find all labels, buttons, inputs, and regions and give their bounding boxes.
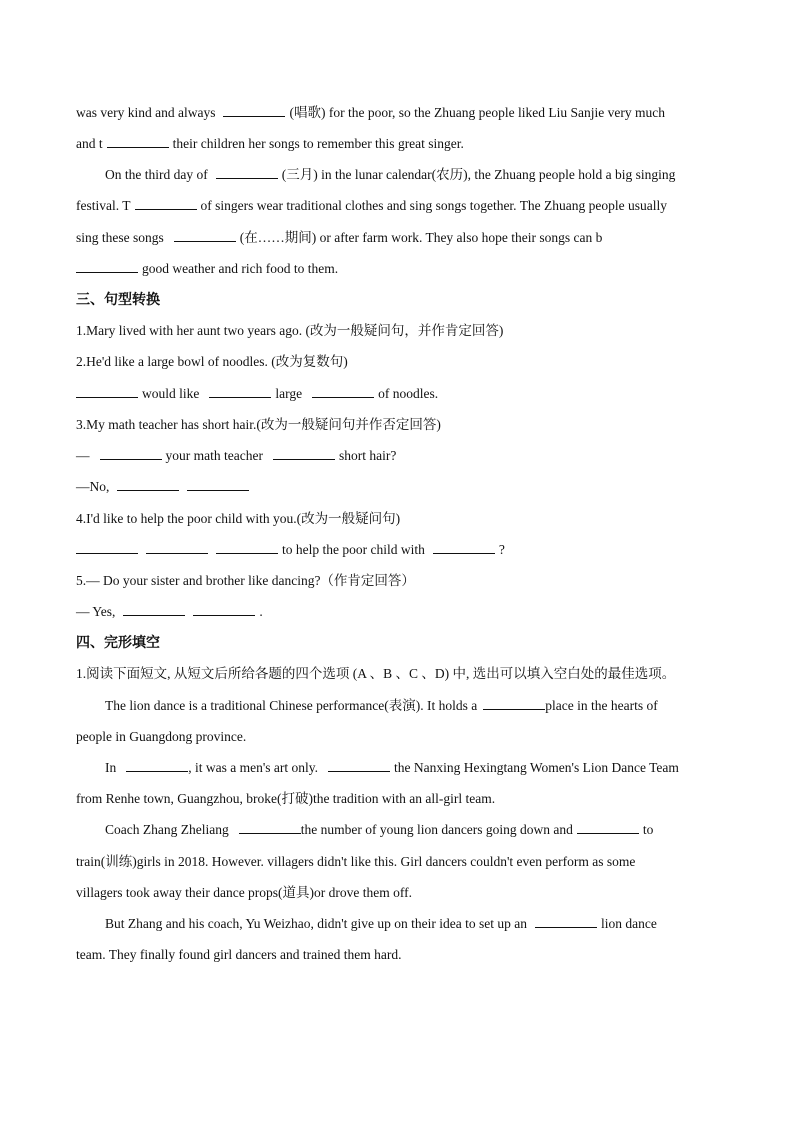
answer-line <box>76 603 263 621</box>
answer-blank[interactable] <box>209 385 271 398</box>
text: ? <box>498 542 505 557</box>
passage-line <box>76 260 338 278</box>
answer-blank[interactable] <box>174 229 236 242</box>
answer-blank[interactable] <box>76 260 138 273</box>
passage-line <box>105 915 657 933</box>
answer-blank[interactable] <box>76 541 138 554</box>
text: (在……期间) or after farm work. They also hope their songs can b <box>239 230 603 245</box>
question-2: 2.He'd like a large bowl of noodles. (改为复数句) <box>76 354 348 369</box>
passage-line <box>105 697 658 715</box>
passage-line <box>105 166 675 184</box>
text: short hair? <box>338 448 397 463</box>
text: to help the poor child with <box>282 542 425 557</box>
passage-line <box>76 229 602 247</box>
section-heading: 四、完形填空 <box>76 635 160 651</box>
text: large <box>275 386 303 401</box>
passage-line: team. They finally found girl dancers and trained them hard. <box>76 947 402 962</box>
text: good weather and rich food to them. <box>142 261 339 276</box>
answer-line <box>76 478 253 496</box>
text: . <box>259 604 263 619</box>
text: the Nanxing Hexingtang Women's Lion Dance Team <box>394 760 679 775</box>
text: (三月) in the lunar calendar(农历), the Zhuang people hold a big singing <box>281 167 676 182</box>
answer-blank[interactable] <box>146 541 208 554</box>
passage-line: from Renhe town, Guangzhou, broke(打破)the tradition with an all-girl team. <box>76 791 496 806</box>
text: — Yes, <box>76 604 116 619</box>
text: — <box>76 448 90 463</box>
text: of noodles. <box>378 386 439 401</box>
instructions: 1.阅读下面短文, 从短文后所给各题的四个选项 (A 、B 、C 、D) 中, 选出可以填入空白处的最佳选项。 <box>76 666 676 681</box>
question-5: 5.— Do your sister and brother like dancing?（作肯定回答） <box>76 573 415 588</box>
answer-blank[interactable] <box>76 385 138 398</box>
answer-blank[interactable] <box>187 478 249 491</box>
answer-line <box>76 385 438 403</box>
answer-blank[interactable] <box>216 541 278 554</box>
answer-blank[interactable] <box>312 385 374 398</box>
text: would like <box>142 386 200 401</box>
text: was very kind and always <box>76 105 216 120</box>
text: your math teacher <box>165 448 263 463</box>
passage-line: train(训练)girls in 2018. However. villagers didn't like this. Girl dancers couldn't even perform as some <box>76 854 636 869</box>
answer-blank[interactable] <box>577 821 639 834</box>
text: In <box>105 760 117 775</box>
answer-blank[interactable] <box>239 821 301 834</box>
answer-blank[interactable] <box>100 447 162 460</box>
text: to <box>642 822 654 837</box>
text: their children her songs to remember this great singer. <box>172 136 464 151</box>
text: The lion dance is a traditional Chinese performance(表演). It holds a <box>105 698 478 713</box>
text: , it was a men's art only. <box>188 760 319 775</box>
answer-blank[interactable] <box>433 541 495 554</box>
passage-line <box>105 759 679 777</box>
answer-blank[interactable] <box>328 759 390 772</box>
text: (唱歌) for the poor, so the Zhuang people liked Liu Sanjie very much <box>289 105 665 120</box>
text: But Zhang and his coach, Yu Weizhao, didn't give up on their idea to set up an <box>105 916 528 931</box>
answer-blank[interactable] <box>126 759 188 772</box>
answer-line <box>76 447 396 465</box>
text: festival. T <box>76 198 131 213</box>
text: Coach Zhang Zheliang <box>105 822 229 837</box>
text: sing these songs <box>76 230 164 245</box>
text: place in the hearts of <box>545 698 658 713</box>
answer-blank[interactable] <box>483 697 545 710</box>
answer-blank[interactable] <box>135 197 197 210</box>
answer-line <box>76 541 505 559</box>
answer-blank[interactable] <box>107 135 169 148</box>
passage-line: people in Guangdong province. <box>76 729 247 744</box>
answer-blank[interactable] <box>535 915 597 928</box>
text: and t <box>76 136 103 151</box>
passage-line: villagers took away their dance props(道具)or drove them off. <box>76 885 413 900</box>
question-4: 4.I'd like to help the poor child with you.(改为一般疑问句) <box>76 511 401 526</box>
question-1: 1.Mary lived with her aunt two years ago. (改为一般疑问句，并作肯定回答) <box>76 323 504 338</box>
passage-line <box>105 821 653 839</box>
text: lion dance <box>601 916 657 931</box>
section-heading: 三、句型转换 <box>76 292 160 308</box>
text: On the third day of <box>105 167 208 182</box>
text: the number of young lion dancers going down and <box>300 822 573 837</box>
answer-blank[interactable] <box>117 478 179 491</box>
passage-line <box>76 135 464 153</box>
answer-blank[interactable] <box>193 603 255 616</box>
answer-blank[interactable] <box>223 104 285 117</box>
question-3: 3.My math teacher has short hair.(改为一般疑问句并作否定回答) <box>76 417 441 432</box>
text: of singers wear traditional clothes and sing songs together. The Zhuang people usually <box>200 198 668 213</box>
passage-line <box>76 104 665 122</box>
answer-blank[interactable] <box>273 447 335 460</box>
passage-line <box>76 197 667 215</box>
answer-blank[interactable] <box>216 166 278 179</box>
text: —No, <box>76 479 110 494</box>
answer-blank[interactable] <box>123 603 185 616</box>
